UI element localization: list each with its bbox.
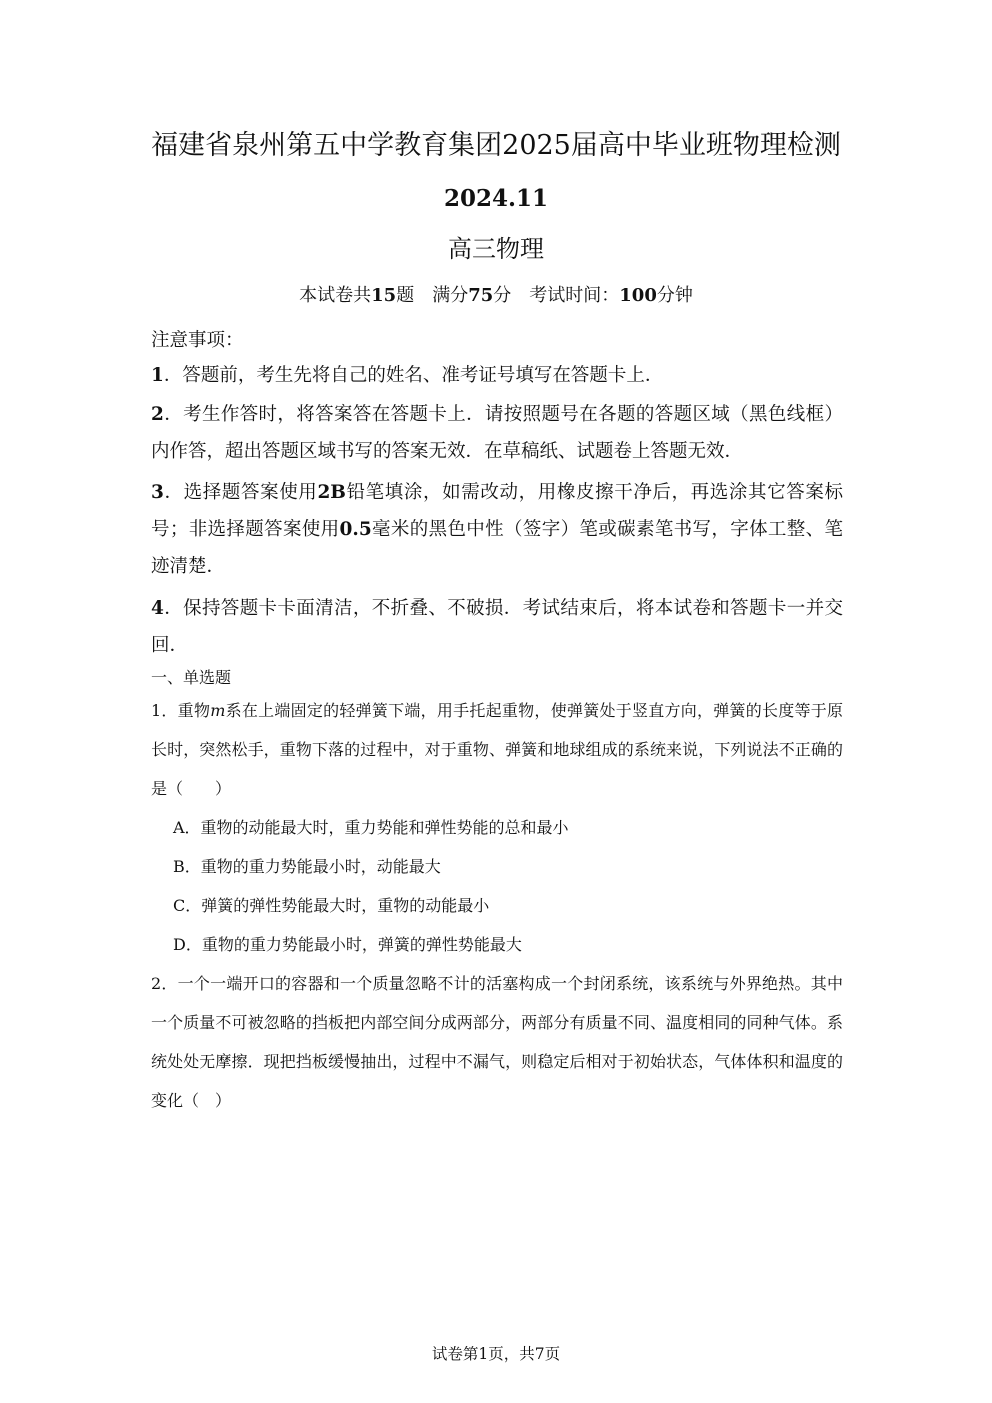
question-2-stem: 2．一个一端开口的容器和一个质量忽略不计的活塞构成一个封闭系统，该系统与外界绝热。其中一个质量不可被忽略的挡板把内部空间分成两部分，两部分有质量不同、温度相同的同种气体。系统处处无摩擦．现把挡板缓慢抽出，过程中不漏气，则稳定后相对于初始状态，气体体积和温度的变化（ ）	[151, 974, 843, 1110]
question-1-option-d: D．重物的重力势能最小时，弹簧的弹性势能最大	[173, 935, 522, 954]
notice-item-3	[151, 474, 843, 585]
notice-item-bold: 0.5	[339, 519, 372, 540]
notice-item-text: ．保持答题卡卡面清洁，不折叠、不破损．考试结束后，将本试卷和答题卡一并交回．	[151, 598, 843, 656]
notice-item-text: 铅笔填涂，如需改动，用橡皮擦干净后，再选涂其它答案标号；非选择题答案使用	[151, 482, 843, 540]
exam-subject: 高三物理	[448, 235, 544, 263]
notice-item-number: 1	[151, 365, 164, 386]
notice-item-number: 3	[151, 482, 164, 503]
question-text: 系在上端固定的轻弹簧下端，用手托起重物，使弹簧处于竖直方向，弹簧的长度等于原长时，突然松手，重物下落的过程中，对于重物、弹簧和地球组成的系统来说，下列说法不正确的是（ ）	[151, 701, 843, 798]
question-1-option-a: A．重物的动能最大时，重力势能和弹性势能的总和最小	[173, 818, 569, 837]
question-1-option-b: B．重物的重力势能最小时，动能最大	[173, 857, 441, 876]
page-footer: 试卷第1页，共7页	[431, 1345, 561, 1363]
question-variable: m	[210, 701, 226, 720]
exam-info-count-prefix: 本试卷共	[299, 285, 372, 306]
exam-info-time: 100	[619, 285, 657, 306]
notice-item-text: ．选择题答案使用	[163, 482, 318, 503]
exam-info-count-suffix: 题	[396, 285, 415, 306]
exam-info-time-suffix: 分钟	[656, 285, 693, 306]
exam-info-score: 75	[468, 285, 494, 306]
notice-item-number: 2	[151, 404, 164, 425]
question-1-option-c: C．弹簧的弹性势能最大时，重物的动能最小	[173, 896, 490, 915]
exam-title: 福建省泉州第五中学教育集团2025届高中毕业班物理检测	[151, 130, 841, 161]
exam-date: 2024.11	[443, 185, 549, 212]
notice-item-text: ．答题前，考生先将自己的姓名、准考证号填写在答题卡上．	[163, 365, 664, 386]
notice-item-2	[151, 396, 843, 470]
notice-heading: 注意事项：	[151, 330, 244, 351]
exam-info	[0, 283, 992, 309]
notice-item-text: 毫米的黑色中性（签字）笔或碳素笔书写，字体工整、笔迹清楚．	[151, 519, 843, 577]
notice-item-text: ．考生作答时，将答案答在答题卡上．请按照题号在各题的答题区域（黑色线框）内作答，超出答题区域书写的答案无效．在草稿纸、试题卷上答题无效．	[151, 404, 843, 462]
exam-info-score-prefix: 满分	[432, 285, 469, 306]
question-1-stem	[151, 691, 843, 808]
exam-info-score-suffix: 分	[493, 285, 512, 306]
notice-item-1	[151, 357, 843, 394]
notice-item-number: 4	[151, 598, 164, 619]
question-text: 1．重物	[151, 701, 211, 720]
notice-item-bold: 2B	[317, 482, 346, 503]
section-title: 一、单选题	[151, 668, 232, 687]
exam-info-time-prefix: 考试时间：	[529, 285, 620, 306]
exam-info-count: 15	[371, 285, 397, 306]
notice-item-4	[151, 590, 843, 664]
